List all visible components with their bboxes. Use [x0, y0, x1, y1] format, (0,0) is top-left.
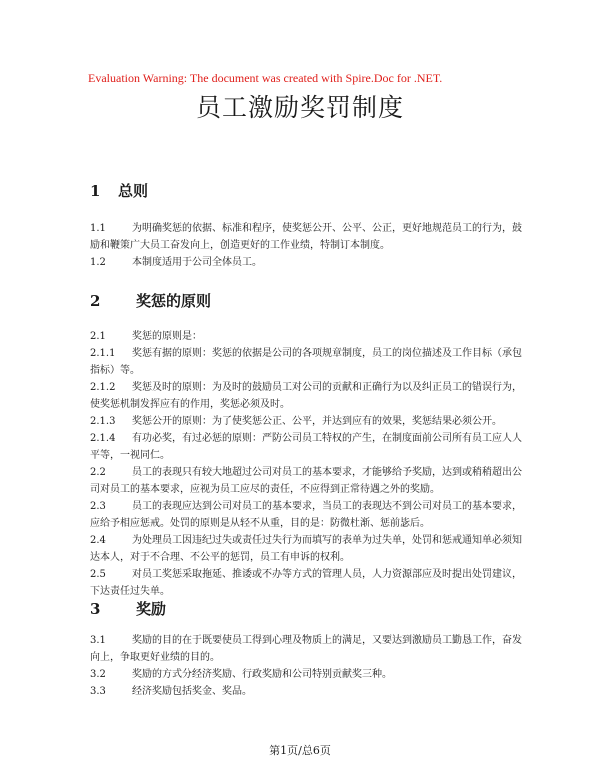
section-number: 3 — [90, 600, 101, 618]
paragraph-2-4 — [90, 532, 522, 566]
paragraph-3-2 — [90, 666, 522, 683]
page-footer: 第1页/总6页 — [269, 744, 331, 757]
paragraph-1-2 — [90, 254, 522, 271]
paragraph-3-3 — [90, 683, 522, 700]
section-title: 总则 — [118, 182, 149, 200]
paragraph-text: 对员工奖惩采取拖延、推诿或不办等方式的管理人员，人力资源部应及时提出处罚建议，下达责任过失单。 — [90, 569, 522, 597]
paragraph-number: 3.2 — [90, 669, 106, 680]
paragraph-text: 奖励的目的在于既要使员工得到心理及物质上的满足，又要达到激励员工勤恳工作，奋发向上，争取更好业绩的目的。 — [90, 635, 522, 663]
paragraph-text: 奖励的方式分经济奖励、行政奖励和公司特别贡献奖三种。 — [132, 669, 392, 680]
document-title: 员工激励奖罚制度 — [195, 93, 404, 122]
paragraph-number: 2.5 — [90, 569, 106, 580]
paragraph-number: 2.2 — [90, 467, 106, 478]
paragraph-2-1-2 — [90, 379, 522, 413]
paragraph-text: 员工的表现只有较大地超过公司对员工的基本要求，才能够给予奖励，达到或稍稍超出公司对员工的基本要求，应视为员工应尽的责任，不应得到正常待遇之外的奖励。 — [90, 467, 522, 495]
paragraph-3-1 — [90, 632, 522, 666]
paragraph-number: 2.4 — [90, 535, 106, 546]
section-heading-2 — [90, 290, 211, 311]
paragraph-text: 为明确奖惩的依据、标准和程序，使奖惩公开、公平、公正，更好地规范员工的行为，鼓励和鞭策广大员工奋发向上，创造更好的工作业绩，特制订本制度。 — [90, 223, 522, 251]
paragraph-2-2 — [90, 464, 522, 498]
paragraph-2-1-3 — [90, 413, 522, 430]
section-number: 1 — [90, 182, 101, 200]
paragraph-2-1-1 — [90, 345, 522, 379]
paragraph-number: 3.1 — [90, 635, 106, 646]
paragraph-text: 奖惩及时的原则：为及时的鼓励员工对公司的贡献和正确行为以及纠正员工的错误行为，使奖惩机制发挥应有的作用，奖惩必须及时。 — [90, 382, 522, 410]
paragraph-text: 员工的表现应达到公司对员工的基本要求，当员工的表现达不到公司对员工的基本要求，应给予相应惩戒。处罚的原则是从轻不从重，目的是：防微杜渐、惩前毖后。 — [90, 501, 522, 529]
paragraph-number: 2.1.4 — [90, 433, 116, 444]
paragraph-number: 1.2 — [90, 257, 106, 268]
section-number: 2 — [90, 292, 101, 310]
paragraph-text: 奖惩的原则是： — [132, 331, 202, 342]
section-heading-1 — [90, 180, 148, 201]
paragraph-text: 为处理员工因违纪过失或责任过失行为而填写的表单为过失单，处罚和惩戒通知单必须知达本人，对于不合理、不公平的惩罚，员工有申诉的权利。 — [90, 535, 522, 563]
paragraph-text: 经济奖励包括奖金、奖品。 — [132, 686, 252, 697]
section-title: 奖惩的原则 — [136, 292, 212, 310]
paragraph-2-3 — [90, 498, 522, 532]
paragraph-text: 奖惩有据的原则：奖惩的依据是公司的各项规章制度，员工的岗位描述及工作目标（承包指标）等。 — [90, 348, 522, 376]
paragraph-number: 3.3 — [90, 686, 106, 697]
paragraph-number: 1.1 — [90, 223, 106, 234]
paragraph-2-1-4 — [90, 430, 522, 464]
section-title: 奖励 — [136, 600, 167, 618]
paragraph-number: 2.1 — [90, 331, 106, 342]
section-heading-3 — [90, 598, 166, 619]
paragraph-number: 2.1.3 — [90, 416, 116, 427]
paragraph-text: 本制度适用于公司全体员工。 — [132, 257, 262, 268]
paragraph-1-1 — [90, 220, 522, 254]
paragraph-number: 2.1.1 — [90, 348, 116, 359]
paragraph-2-5 — [90, 566, 522, 600]
paragraph-text: 有功必奖，有过必惩的原则：严防公司员工特权的产生，在制度面前公司所有员工应人人平等，一视同仁。 — [90, 433, 522, 461]
paragraph-number: 2.1.2 — [90, 382, 116, 393]
paragraph-2-1 — [90, 328, 522, 345]
paragraph-number: 2.3 — [90, 501, 106, 512]
evaluation-warning: Evaluation Warning: The document was created with Spire.Doc for .NET. — [88, 71, 443, 85]
paragraph-text: 奖惩公开的原则：为了使奖惩公正、公平，并达到应有的效果，奖惩结果必须公开。 — [132, 416, 502, 427]
